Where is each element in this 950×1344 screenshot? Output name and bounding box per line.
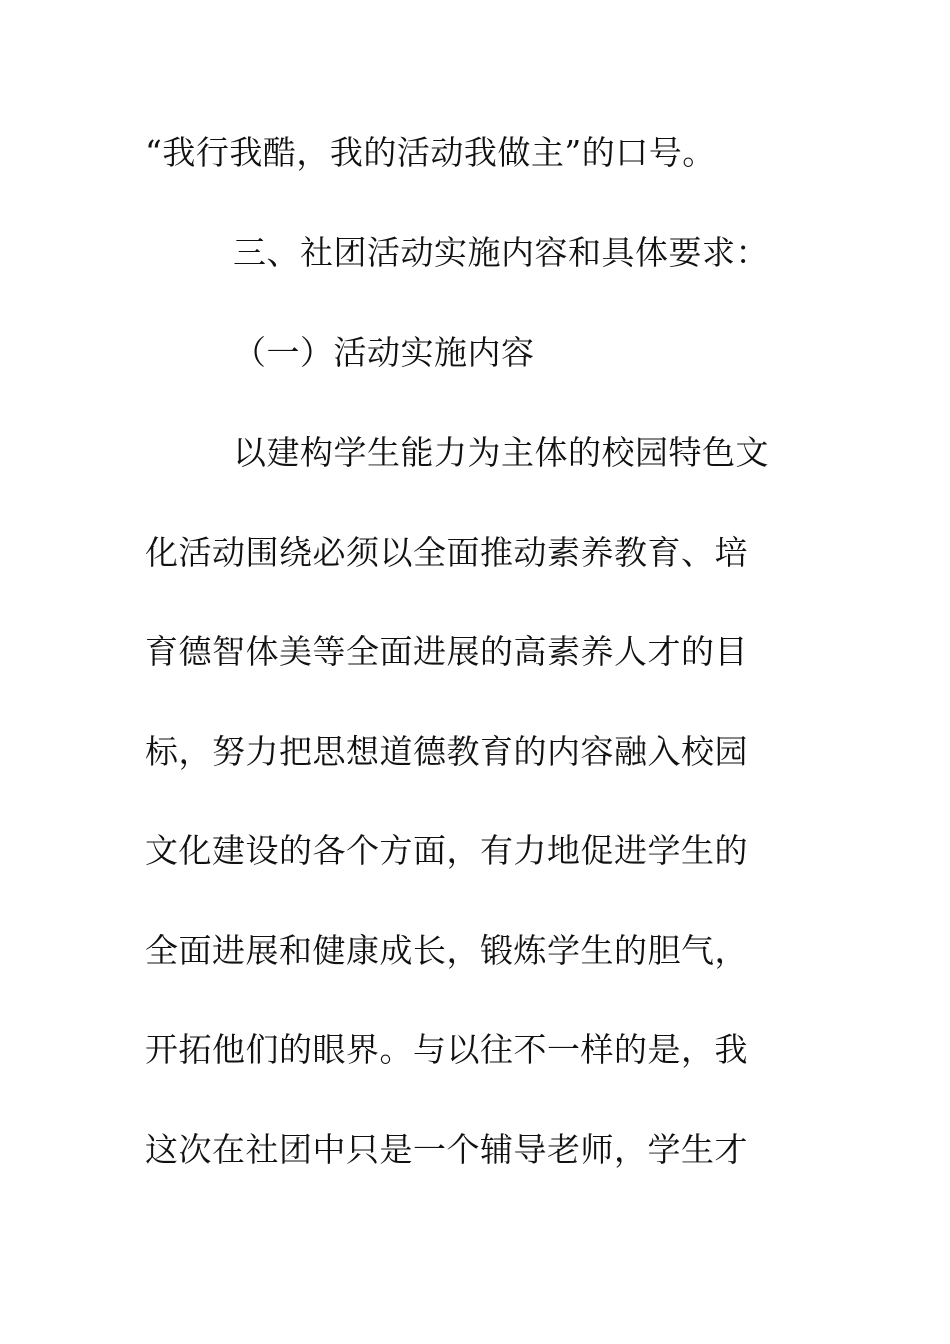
paragraph-line: 文化建设的各个方面，有力地促进学生的 — [145, 831, 748, 870]
paragraph-line: 标，努力把思想道德教育的内容融入校园 — [145, 732, 748, 771]
paragraph-line: 化活动围绕必须以全面推动素养教育、培 — [145, 533, 748, 572]
section-heading-3: 三、社团活动实施内容和具体要求： — [233, 233, 769, 272]
paragraph-line: 以建构学生能力为主体的校园特色文 — [233, 433, 769, 472]
paragraph-line: 开拓他们的眼界。与以往不一样的是，我 — [145, 1030, 748, 1069]
paragraph-line: 育德智体美等全面进展的高素养人才的目 — [145, 632, 748, 671]
paragraph-line-slogan: “我行我酷，我的活动我做主”的口号。 — [145, 133, 716, 172]
subsection-heading-1: （一）活动实施内容 — [233, 333, 535, 372]
paragraph-line: 这次在社团中只是一个辅导老师，学生才 — [145, 1130, 748, 1169]
paragraph-line: 全面进展和健康成长，锻炼学生的胆气， — [145, 931, 748, 970]
